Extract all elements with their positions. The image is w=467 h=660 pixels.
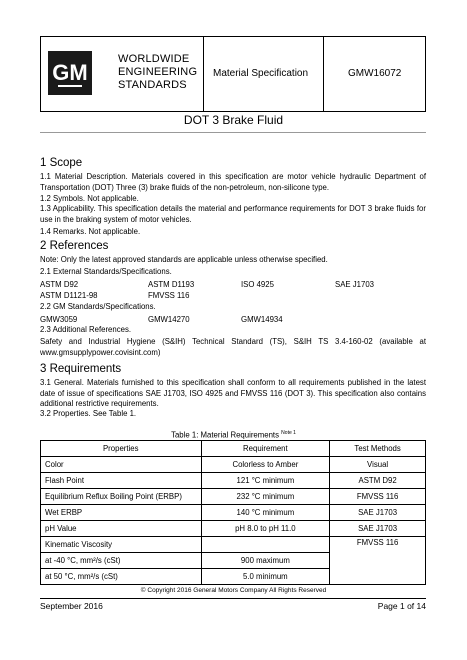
- org-name: [118, 53, 197, 92]
- org-line: ENGINEERING: [118, 66, 198, 78]
- reference-item: GMW3059: [40, 315, 78, 324]
- table-row: [41, 489, 426, 505]
- table-cell: SAE J1703: [330, 505, 426, 521]
- table-cell: pH Value: [41, 521, 202, 537]
- paragraph: 1.3 Applicability. This specification details the material and performance requirements for DOT 3 brake fluids for use in the braking system of motor vehicles.: [40, 204, 426, 224]
- table-cell: Kinematic Viscosity: [41, 537, 202, 553]
- column-header: Test Methods: [330, 441, 426, 457]
- table-cell: Wet ERBP: [41, 505, 202, 521]
- paragraph: 3.2 Properties. See Table 1.: [40, 409, 137, 418]
- table-cell: 140 °C minimum: [201, 505, 330, 521]
- table-row: [41, 537, 426, 553]
- page-number: Page 1 of 14: [377, 601, 426, 611]
- subheading: 2.3 Additional References.: [40, 325, 132, 334]
- table-caption: [0, 430, 467, 440]
- doc-type: Material Specification: [213, 68, 309, 79]
- table-cell: pH 8.0 to pH 11.0: [201, 521, 330, 537]
- reference-item: ISO 4925: [241, 280, 274, 289]
- reference-item: FMVSS 116: [148, 291, 190, 300]
- org-line: STANDARDS: [118, 79, 187, 91]
- table-cell: at 50 °C, mm²/s (cSt): [41, 569, 202, 585]
- paragraph: 3.1 General. Materials furnished to this specification shall conform to all requirements published in the latest date of issue of specifications SAE J1703, ISO 4925 and FMVSS 116 (DOT 3). This specification also contains additional restrictive requirements.: [40, 378, 426, 408]
- copyright: © Copyright 2016 General Motors Company All Rights Reserved: [140, 587, 327, 594]
- reference-item: GMW14934: [241, 315, 283, 324]
- reference-item: ASTM D1193: [148, 280, 195, 289]
- title-rule: [40, 132, 426, 133]
- paragraph: 1.4 Remarks. Not applicable.: [40, 227, 141, 236]
- table-cell: 232 °C minimum: [201, 489, 330, 505]
- table-cell: 121 °C minimum: [201, 473, 330, 489]
- table-cell: Visual: [330, 457, 426, 473]
- section-heading: 2 References: [40, 240, 109, 252]
- table-cell: 900 maximum: [201, 553, 330, 569]
- table-cell: [201, 537, 330, 553]
- column-header: Properties: [41, 441, 202, 457]
- section-heading: 1 Scope: [40, 157, 83, 169]
- table-row: [41, 505, 426, 521]
- column-header: Requirement: [201, 441, 330, 457]
- note: Note: Only the latest approved standards are applicable unless otherwise specified.: [40, 255, 328, 264]
- reference-item: ASTM D92: [40, 280, 79, 289]
- section-heading: 3 Requirements: [40, 363, 122, 375]
- logo-text: GM: [52, 60, 88, 85]
- table-row: [41, 473, 426, 489]
- requirements-table: [40, 440, 426, 585]
- table-row: [41, 457, 426, 473]
- caption-text: Table 1: Material Requirements: [171, 430, 279, 440]
- paragraph: Safety and Industrial Hygiene (S&IH) Technical Standard (TS), S&IH TS 3.4-160-02 (available at www.gmsupplypower.covisint.com): [40, 337, 426, 357]
- reference-item: SAE J1703: [335, 280, 375, 289]
- page-title: DOT 3 Brake Fluid: [183, 113, 284, 127]
- table-row: [41, 521, 426, 537]
- table-cell: 5.0 minimum: [201, 569, 330, 585]
- reference-item: GMW14270: [148, 315, 190, 324]
- header-divider: [323, 37, 324, 111]
- footer-rule: [40, 598, 426, 599]
- table-cell: at -40 °C, mm²/s (cSt): [41, 553, 202, 569]
- paragraph: 1.1 Material Description. Materials covered in this specification are motor vehicle hydraulic Department of Transportation (DOT) Three (3) brake fluids of the non-petroleum, non-silicone type.: [40, 172, 426, 192]
- table-cell: Colorless to Amber: [201, 457, 330, 473]
- subheading: 2.2 GM Standards/Specifications.: [40, 302, 156, 311]
- table-cell: SAE J1703: [330, 521, 426, 537]
- subheading: 2.1 External Standards/Specifications.: [40, 267, 172, 276]
- paragraph: 1.2 Symbols. Not applicable.: [40, 194, 139, 203]
- table-cell: Flash Point: [41, 473, 202, 489]
- table-cell: FMVSS 116: [330, 489, 426, 505]
- caption-note: Note 1: [281, 430, 296, 436]
- header-divider: [203, 37, 204, 111]
- footer-date: September 2016: [40, 601, 103, 611]
- table-header-row: [41, 441, 426, 457]
- table-cell: ASTM D92: [330, 473, 426, 489]
- reference-item: ASTM D1121-98: [40, 291, 98, 300]
- table-cell: Color: [41, 457, 202, 473]
- table-cell: FMVSS 116: [330, 537, 426, 585]
- table-cell: Equilibrium Reflux Boiling Point (ERBP): [41, 489, 202, 505]
- gm-logo: [48, 51, 92, 95]
- doc-number: GMW16072: [348, 68, 402, 79]
- org-line: WORLDWIDE: [118, 53, 190, 65]
